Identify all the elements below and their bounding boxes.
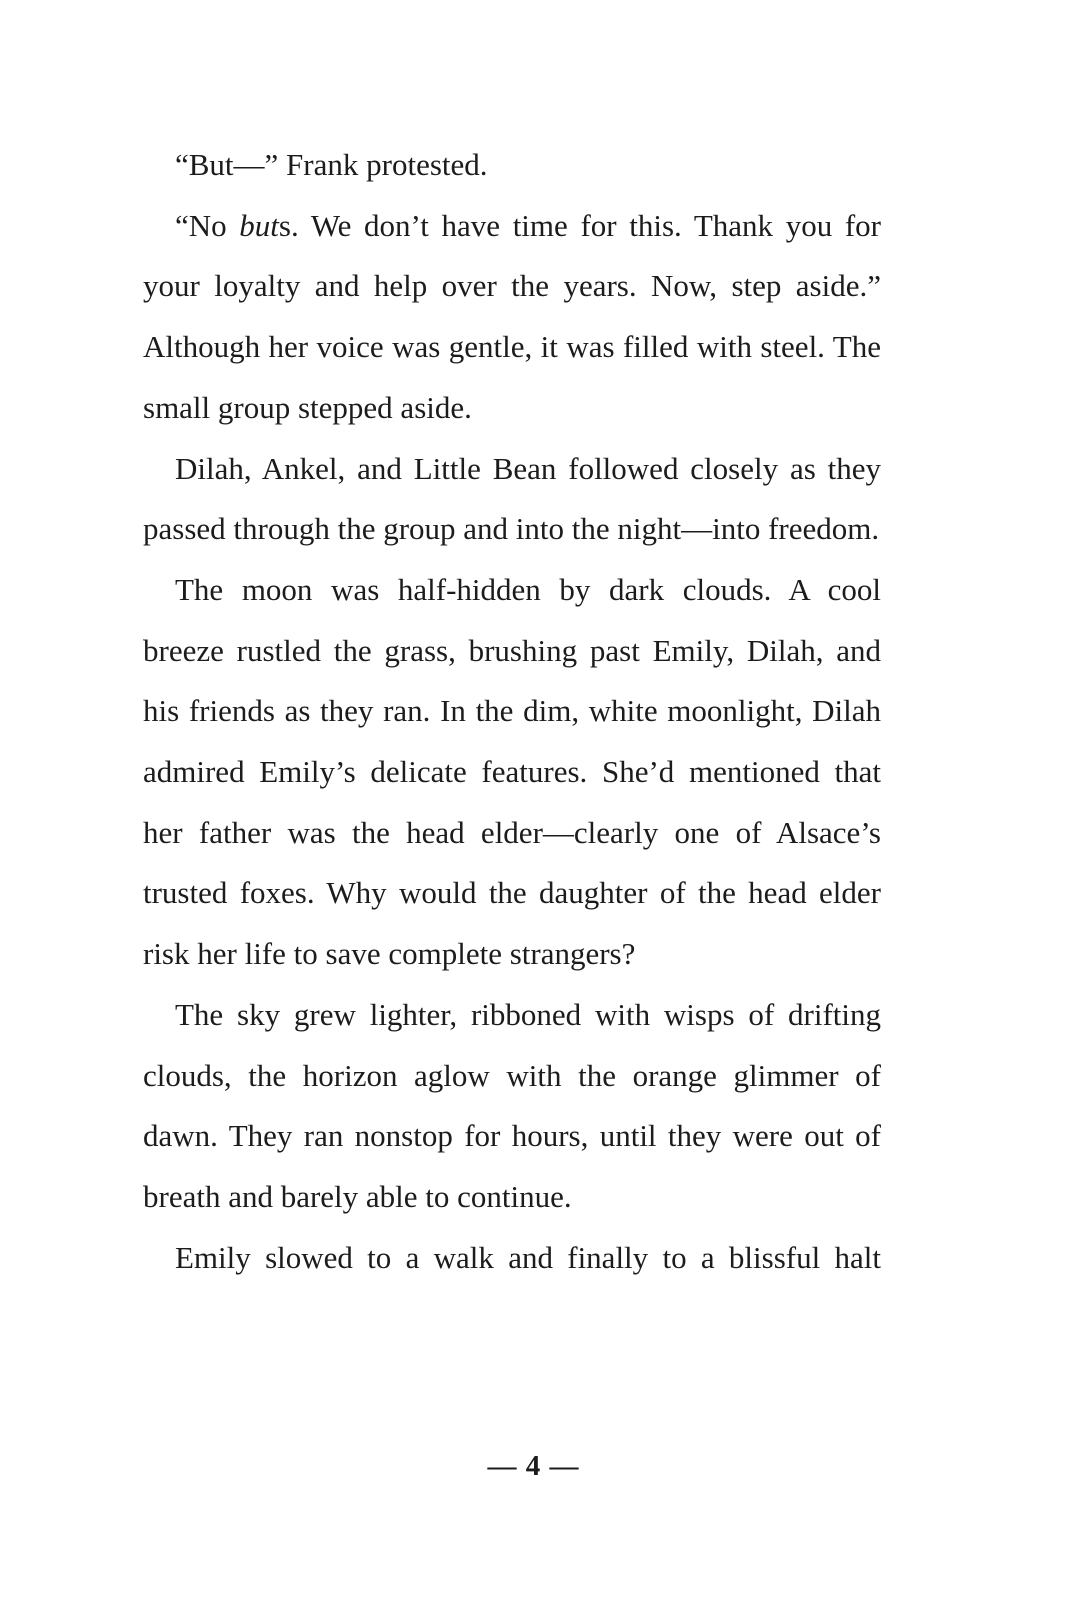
paragraph xyxy=(143,1228,881,1289)
text-run: The moon was half-hidden by dark clouds. A cool breeze rustled the grass, brushing past Emily, Dilah, and his friends as they ran. In the dim, white moonlight, Dilah admired Emily’s delicate features. She’d mentioned that her father was the head elder—clearly one of Alsace’s trusted foxes. Why would the daughter of the head elder risk her life to save complete strangers? xyxy=(143,571,881,972)
paragraph xyxy=(143,135,881,196)
paragraph xyxy=(143,985,881,1228)
paragraph xyxy=(143,196,881,439)
page-number: — 4 — xyxy=(487,1450,580,1482)
text-run: “But—” Frank protested. xyxy=(175,147,488,182)
paragraph xyxy=(143,560,881,985)
text-run: s. We don’t have time for this. Thank you for your loyalty and help over the years. Now, step aside.” Although her voice was gentle, it was filled with steel. The small group stepped aside. xyxy=(143,207,881,425)
italic-text-run: but xyxy=(239,207,279,243)
text-run: “No xyxy=(175,207,240,243)
text-run: Emily slowed to a walk and finally to a blissful halt xyxy=(175,1239,881,1275)
paragraph xyxy=(143,439,881,560)
text-run: The sky grew lighter, ribboned with wisps of drifting clouds, the horizon aglow with the orange glimmer of dawn. They ran nonstop for hours, until they were out of breath and barely able to continue. xyxy=(143,996,881,1214)
body-text xyxy=(143,135,881,1288)
text-run: Dilah, Ankel, and Little Bean followed closely as they passed through the group and into the night—into freedom. xyxy=(143,450,881,547)
